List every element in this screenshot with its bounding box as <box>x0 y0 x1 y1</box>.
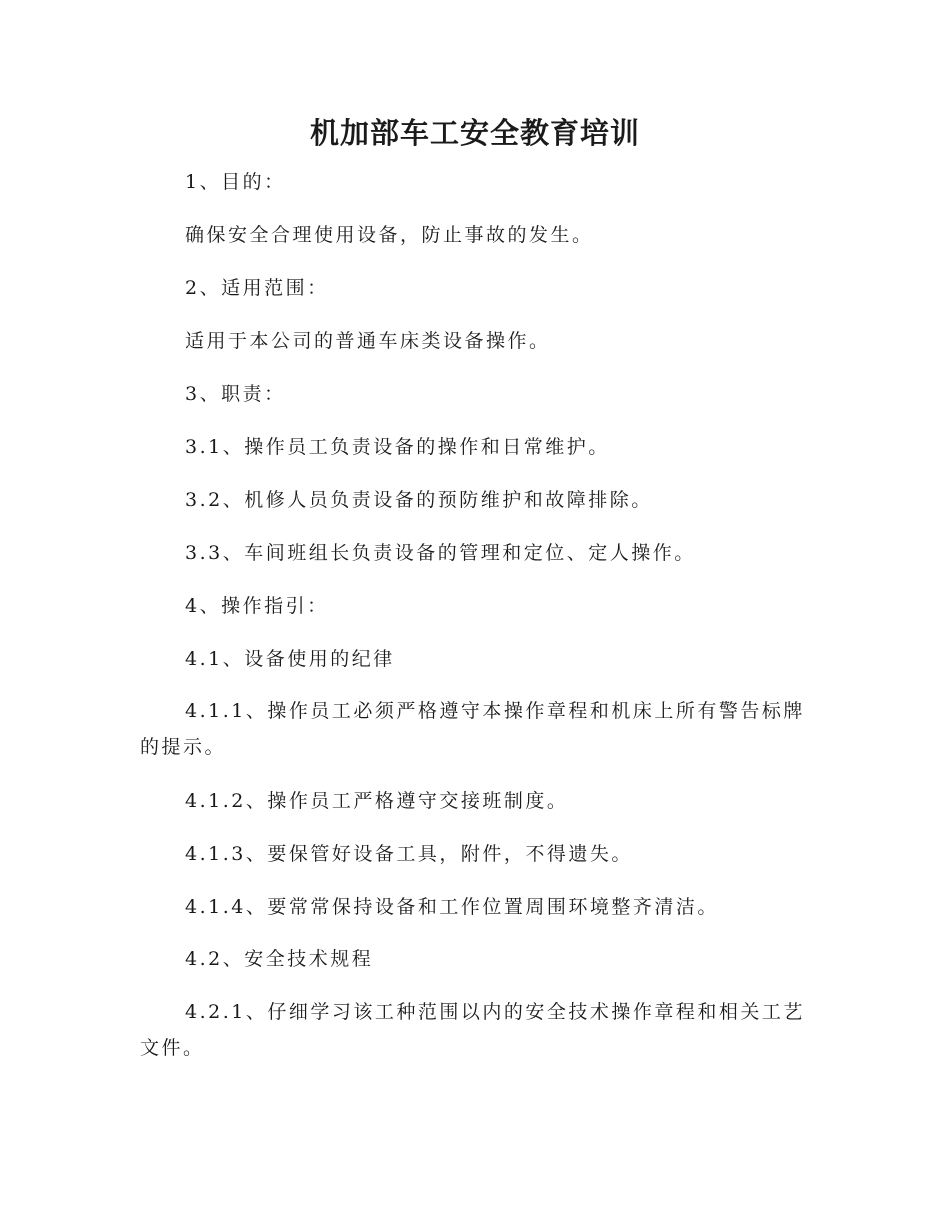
rule-item: 4.1.4、要常常保持设备和工作位置周围环境整齐清洁。 <box>185 896 719 918</box>
scope-text: 适用于本公司的普通车床类设备操作。 <box>185 330 551 352</box>
section-duties-heading: 3、职责： <box>185 383 286 405</box>
duty-item: 3.1、操作员工负责设备的操作和日常维护。 <box>185 436 610 458</box>
section-guide-heading: 4、操作指引： <box>185 595 329 617</box>
rule-item: 4.2.1、仔细学习该工种范围以内的安全技术操作章程和相关工艺文件。 <box>140 1001 805 1059</box>
subsection-heading: 4.1、设备使用的纪律 <box>185 648 395 670</box>
rule-item: 4.1.3、要保管好设备工具，附件，不得遗失。 <box>185 843 633 865</box>
rule-item: 4.1.2、操作员工严格遵守交接班制度。 <box>185 790 569 812</box>
purpose-text: 确保安全合理使用设备，防止事故的发生。 <box>185 224 594 246</box>
duty-item: 3.2、机修人员负责设备的预防维护和故障排除。 <box>185 489 653 511</box>
duty-item: 3.3、车间班组长负责设备的管理和定位、定人操作。 <box>185 542 696 564</box>
section-scope-heading: 2、适用范围： <box>185 277 329 299</box>
document-title: 机加部车工安全教育培训 <box>309 116 640 150</box>
subsection-heading: 4.2、安全技术规程 <box>185 948 374 970</box>
rule-item: 4.1.1、操作员工必须严格遵守本操作章程和机床上所有警告标牌的提示。 <box>140 700 805 758</box>
section-purpose-heading: 1、目的： <box>185 171 286 193</box>
